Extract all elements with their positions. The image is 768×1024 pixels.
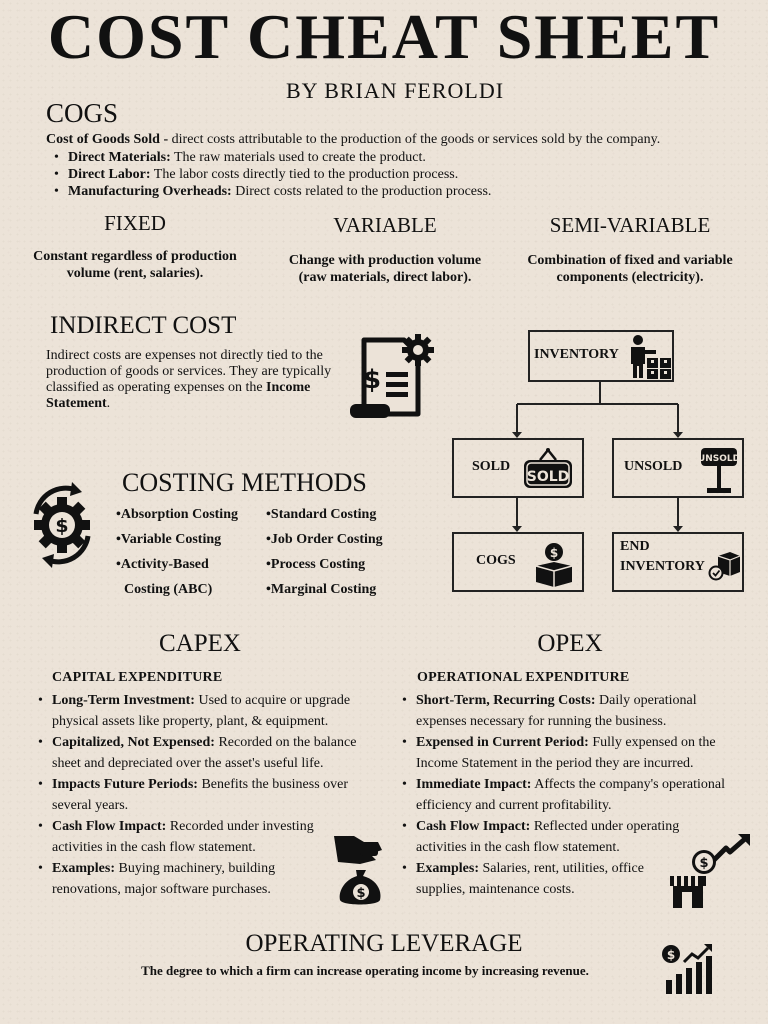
list-item [54,149,491,166]
costing-methods-list-1 [116,502,238,602]
list-item: • Process Costing [266,552,383,577]
costing-methods-heading: COSTING METHODS [122,468,367,497]
item-label: Expensed in Current Period: [416,735,589,750]
list-item [400,774,740,816]
coin-box-icon [532,542,576,588]
semi-variable-line: Combination of fixed and variable [527,253,733,268]
end-inventory-box [612,532,744,592]
capex-subheading: CAPITAL EXPENDITURE [52,670,223,685]
svg-text:$: $ [55,515,69,537]
list-item [36,774,381,816]
svg-text:$: $ [356,886,366,901]
list-item [54,166,491,183]
operating-leverage-text: The degree to which a firm can increase operating income by increasing revenue. [141,963,589,978]
fixed-line: Constant regardless of production [33,249,237,264]
item-label: Examples: [52,861,115,876]
indirect-body: Indirect costs are expenses not directly tied to the production of goods or services. They are typically classified as operating expenses on the [46,348,332,395]
list-item [400,858,681,900]
variable-heading: VARIABLE [333,213,437,237]
svg-text:SOLD: SOLD [526,469,570,485]
item-text: Salaries, rent, utilities, office supplies, maintenance costs. [416,861,644,897]
item-text: Reflected under operating activities in the cash flow statement. [416,819,680,855]
svg-text:$: $ [666,948,676,962]
capex-heading: CAPEX [159,630,241,657]
list-item [400,690,740,732]
item-label: Manufacturing Overheads: [68,184,232,199]
list-item [54,183,491,200]
variable-text [270,252,500,286]
item-text: Fully expensed on the Income Statement in the period they are incurred. [416,735,716,771]
semi-variable-text [515,252,745,286]
item-label: Long-Term Investment: [52,693,195,708]
list-item [36,858,327,900]
item-label: Capitalized, Not Expensed: [52,735,215,750]
cogs-box-label: COGS [476,553,516,568]
list-item: • Marginal Costing [266,577,383,602]
svg-text:UNSOLD: UNSOLD [698,454,740,464]
item-text: The raw materials used to create the product. [170,150,426,165]
item-text: Direct costs related to the production process. [231,184,492,199]
item-text: Recorded under investing activities in the cash flow statement. [52,819,314,855]
fixed-heading: FIXED [104,211,166,235]
cogs-list [54,149,491,200]
list-item: • Job Order Costing [266,527,383,552]
sold-label: SOLD [472,459,511,474]
cogs-heading: COGS [46,98,119,128]
item-label: Immediate Impact: [416,777,532,792]
author-byline: BY BRIAN FEROLDI [285,78,505,103]
opex-subheading: OPERATIONAL EXPENDITURE [417,670,630,685]
item-text: Benefits the business over several years. [52,777,349,813]
svg-text:$: $ [362,365,382,395]
item-text: Daily operational expenses necessary for running the business. [416,693,697,729]
cogs-definition [46,131,746,149]
sold-sign-icon [522,448,574,492]
gear-dollar-cycle-icon [20,478,104,572]
list-item: Costing (ABC) [124,582,213,597]
box-check-icon [708,550,742,582]
fixed-text [20,248,250,282]
item-text: Buying machinery, building renovations, major software purchases. [52,861,276,897]
operating-leverage-heading: OPERATING LEVERAGE [245,930,523,957]
list-item: • Variable Costing [116,527,238,552]
worker-boxes-icon [628,334,672,380]
list-item [36,816,327,858]
list-item: • Activity-Based [116,552,238,577]
shop-growth-icon [668,832,752,912]
costing-methods-list-2 [266,502,383,602]
end-inventory-label-line2: INVENTORY [620,559,705,574]
item-label: Short-Term, Recurring Costs: [416,693,596,708]
page-title: COST CHEAT SHEET [47,1,721,72]
item-label: Direct Labor: [68,167,151,182]
cogs-term: Cost of Goods Sold - [46,132,169,147]
item-label: Examples: [416,861,479,876]
variable-line: Change with production volume [288,253,482,268]
indirect-cost-heading: INDIRECT COST [50,312,237,339]
list-item [400,732,740,774]
hand-money-bag-icon [330,832,386,908]
variable-line: (raw materials, direct labor). [298,270,472,285]
income-statement-term: Income Statement [46,380,311,411]
list-item: • Standard Costing [266,502,383,527]
list-item [36,732,381,774]
list-item: • Absorption Costing [116,502,238,527]
item-label: Cash Flow Impact: [52,819,167,834]
opex-heading: OPEX [537,630,603,657]
item-label: Impacts Future Periods: [52,777,198,792]
end-inventory-label-line1: END [620,539,650,554]
cogs-definition-text: direct costs attributable to the production of the goods or services sold by the company. [168,132,661,147]
unsold-label: UNSOLD [624,459,683,474]
semi-variable-line: components (electricity). [556,270,704,285]
item-label: Direct Materials: [68,150,171,165]
item-label: Cash Flow Impact: [416,819,531,834]
item-text: Recorded on the balance sheet and depreciated over the asset's useful life. [52,735,357,771]
svg-text:$: $ [549,546,559,560]
inventory-box [528,330,674,382]
svg-text:$: $ [699,856,709,871]
item-text: Used to acquire or upgrade physical assets like property, plant, & equipment. [52,693,351,729]
inventory-label: INVENTORY [534,347,619,362]
list-item [400,816,701,858]
indirect-cost-text [46,348,346,412]
item-text: Affects the company's operational efficiency and current profitability. [416,777,726,813]
unsold-sign-icon [698,446,740,498]
cogs-box [452,532,584,592]
bar-growth-icon [660,942,714,996]
semi-variable-heading: SEMI-VARIABLE [549,213,711,237]
list-item [36,690,381,732]
invoice-gear-icon [346,330,438,425]
item-text: The labor costs directly tied to the production process. [150,167,459,182]
indirect-end: . [106,396,111,411]
sold-box [452,438,584,498]
fixed-line: volume (rent, salaries). [66,266,204,281]
unsold-box [612,438,744,498]
